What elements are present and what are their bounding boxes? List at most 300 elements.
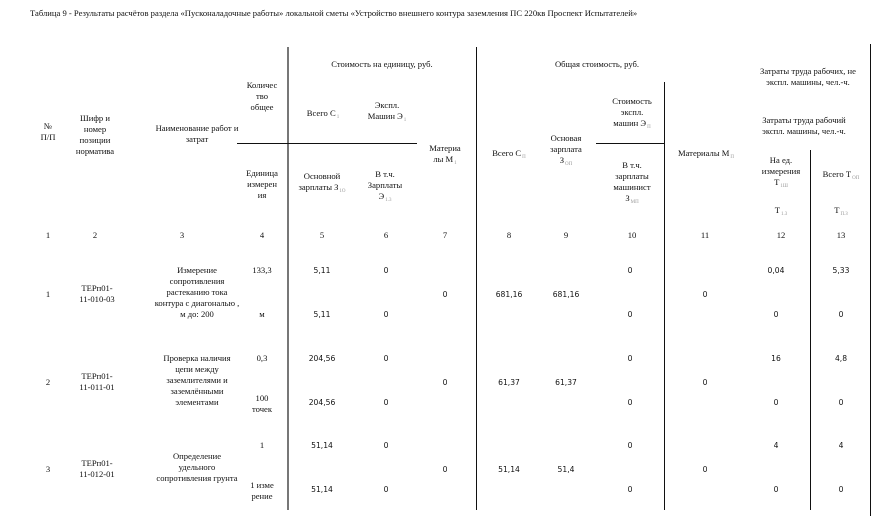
table-caption: Таблица 9 - Результаты расчётов раздела «Пусконаладочные работы» локальной сметы «Устройство внешнего контура заземления ПС 220кв Проспект Испытателей»: [30, 8, 638, 18]
cell-labor-total-top-text: 5,33: [832, 265, 850, 275]
cell-name-line: [137, 364, 257, 375]
cell-qty-text: 1: [259, 439, 265, 450]
cell-code-text: ТЕРп01-: [81, 283, 113, 293]
cell-unit-total-bottom-line: [297, 309, 347, 320]
cell-unit-machines-top: [371, 265, 401, 276]
cell-unit-text: рение: [251, 491, 273, 501]
column-number-line: [80, 230, 110, 241]
cell-unit-materials: [430, 289, 460, 300]
cell-total-all-text: 61,37: [498, 377, 520, 387]
cell-name-text: Определение: [172, 450, 222, 461]
cell-labor-total-bottom-text: 0: [838, 309, 844, 319]
cell-labor-unit-top-line: [756, 265, 796, 276]
cell-qty-text: 0,3: [256, 352, 268, 363]
cell-unit-machines-top-text: 0: [383, 265, 389, 275]
column-number-line: [690, 230, 720, 241]
column-number-text: 13: [836, 229, 846, 240]
column-number-line: [371, 230, 401, 241]
column-number-text: 1: [45, 229, 51, 240]
header-total-machine-salary-text: машинист: [613, 182, 651, 192]
cell-unit-total-top: [297, 353, 347, 364]
cell-no-text: 1: [45, 288, 51, 299]
cell-labor-unit-top-text: 4: [773, 440, 779, 450]
cell-labor-unit-top-line: [756, 440, 796, 451]
header-unit-text: Единица: [246, 167, 278, 178]
cell-unit-machines-bottom-line: [371, 309, 401, 320]
cell-unit-total-top: [297, 440, 347, 451]
cell-code-line: [52, 283, 142, 294]
divider-horizontal: [237, 143, 417, 144]
column-number-text: 3: [179, 229, 185, 240]
header-total-machine-salary-text: зарплаты: [615, 171, 649, 181]
cell-name-line: [137, 473, 257, 484]
header-total-all-subscript: П: [522, 154, 526, 160]
cell-unit-text: 100: [255, 393, 269, 403]
header-labor-group2-text: экспл. машины, чел.-ч.: [762, 126, 846, 136]
cell-name-text: Проверка наличия: [163, 352, 231, 363]
header-unit-machines-line: [342, 111, 432, 126]
cell-total-machines-top-line: [615, 440, 645, 451]
cell-unit-line: [242, 404, 282, 415]
cell-name-text: контура с диагональю ,: [154, 297, 240, 308]
cell-total-base-line: [541, 289, 591, 300]
header-total-group-text: Общая стоимость, руб.: [554, 58, 640, 69]
header-code-text: Шифр и: [80, 113, 110, 123]
cell-labor-total-bottom-line: [821, 309, 861, 320]
header-total-machine-salary: [587, 160, 677, 208]
header-qty-line: [217, 91, 307, 102]
cell-name-text: м до: 200: [180, 308, 214, 319]
cell-unit-total-bottom: [297, 309, 347, 320]
cell-labor-total-bottom-text: 0: [838, 484, 844, 494]
cell-name-line: [137, 353, 257, 364]
cell-name-line: [137, 397, 257, 408]
cell-no-text: 3: [45, 463, 51, 474]
header-total-materials-subscript: П: [730, 154, 735, 160]
header-total-machines: [587, 96, 677, 133]
header-labor-group2-line: [739, 115, 869, 126]
column-number-line: [617, 230, 647, 241]
cell-total-machines-bottom-line: [615, 397, 645, 408]
cell-total-machines-bottom-line: [615, 309, 645, 320]
column-number-text: 2: [92, 229, 98, 240]
cell-name-text: заземлителями и: [166, 374, 228, 385]
divider-vertical: [664, 82, 665, 510]
cell-total-base-text: 51,4: [557, 464, 575, 474]
header-no-text: П/П: [40, 132, 56, 142]
cell-total-materials-line: [690, 377, 720, 388]
cell-labor-total-bottom-line: [821, 484, 861, 495]
header-unit-machine-salary-text: В т.ч.: [375, 168, 395, 179]
cell-name-line: [137, 276, 257, 287]
cell-labor-total-bottom: [821, 484, 861, 495]
cell-unit-line: [242, 309, 282, 320]
column-number: [33, 230, 63, 241]
header-qty-text: тво: [255, 90, 269, 101]
cell-total-base: [541, 377, 591, 388]
header-code-text: норматива: [75, 146, 115, 156]
cell-total-materials: [690, 377, 720, 388]
header-total-materials-text: Материалы М: [677, 147, 730, 158]
header-labor-unit-subscript: 1Ш: [780, 183, 788, 189]
cell-name-line: [137, 309, 257, 320]
cell-total-machines-top: [615, 265, 645, 276]
cell-labor-unit-bottom-text: 0: [773, 309, 779, 319]
column-number-text: 6: [383, 229, 389, 240]
column-number-line: [826, 230, 856, 241]
cell-labor-total-top: [821, 353, 861, 364]
cell-name-line: [137, 287, 257, 298]
cell-labor-total-top-line: [821, 440, 861, 451]
cell-unit-total-top-text: 51,14: [311, 440, 333, 450]
header-unit-materials-text: лы М: [433, 154, 454, 164]
cell-unit-materials-line: [430, 289, 460, 300]
cell-total-all-line: [484, 464, 534, 475]
cell-unit-machines-bottom-text: 0: [383, 397, 389, 407]
column-number-text: 12: [776, 229, 786, 240]
cell-unit-total-top-line: [297, 353, 347, 364]
header-labor-unit-text: измерения: [761, 165, 801, 176]
header-total-base-salary-text: Основая: [550, 132, 582, 143]
cell-qty-text: 133,3: [252, 264, 272, 275]
column-number-text: 4: [259, 229, 265, 240]
cell-unit: [242, 480, 282, 502]
cell-code-line: [52, 469, 142, 480]
cell-name-text: сопротивления: [169, 275, 225, 286]
cell-labor-unit-bottom: [756, 484, 796, 495]
column-number: [307, 230, 337, 241]
cell-labor-unit-top: [756, 440, 796, 451]
cell-unit-total-top-text: 204,56: [308, 353, 336, 363]
cell-name-text: растеканию тока: [166, 286, 228, 297]
cell-total-base-line: [541, 464, 591, 475]
cell-qty-line: [242, 353, 282, 364]
header-unit-machine-salary-text: Э: [378, 190, 385, 201]
header-qty-text: общее: [250, 101, 274, 112]
cell-unit-total-bottom-text: 204,56: [308, 397, 336, 407]
cell-unit-line: [242, 491, 282, 502]
cell-labor-total-top: [821, 440, 861, 451]
cell-code-line: [52, 458, 142, 469]
cell-total-base-line: [541, 377, 591, 388]
column-number: [690, 230, 720, 241]
header-labor-unit-text: На ед.: [769, 154, 793, 165]
cell-total-machines-top-text: 0: [627, 265, 633, 275]
header-labor-group: [743, 66, 872, 88]
cell-unit-total-top-text: 5,11: [313, 265, 331, 275]
cell-total-machines-bottom: [615, 309, 645, 320]
cell-unit-total-top-line: [297, 265, 347, 276]
header-unit-machines-text: Машин Э: [367, 111, 403, 121]
header-labor-total: [812, 169, 870, 184]
cell-unit-total-bottom: [297, 484, 347, 495]
header-total-base-salary-subscript: ОП: [565, 161, 573, 167]
cell-total-machines-top: [615, 440, 645, 451]
cell-name-line: [137, 375, 257, 386]
header-unit-total-subscript: 1: [336, 114, 340, 120]
cell-labor-total-bottom: [821, 309, 861, 320]
header-labor-group-text: экспл. машины, чел.-ч.: [766, 77, 850, 87]
column-number-line: [33, 230, 63, 241]
divider-vertical: [870, 44, 871, 516]
cell-unit-materials-line: [430, 377, 460, 388]
header-labor-unit-t-subscript: 1.3: [781, 211, 788, 217]
column-number: [247, 230, 277, 241]
header-code-line: [50, 146, 140, 157]
cell-total-machines-top-line: [615, 265, 645, 276]
cell-no-text: 2: [45, 376, 51, 387]
cell-unit-total-bottom-text: 5,11: [313, 309, 331, 319]
cell-unit-materials-text: 0: [442, 464, 448, 474]
cell-unit-machines-bottom: [371, 397, 401, 408]
cell-code-line: [52, 382, 142, 393]
header-unit-machines-text: Экспл.: [374, 100, 400, 110]
cell-total-materials-line: [690, 289, 720, 300]
header-total-base-salary-line: [521, 133, 611, 144]
header-labor-total-t-text: Т: [834, 204, 840, 215]
header-total-machines-line: [587, 107, 677, 118]
header-qty-line: [217, 80, 307, 91]
cell-total-machines-top-line: [615, 353, 645, 364]
cell-labor-unit-bottom-line: [756, 397, 796, 408]
header-total-machine-salary-line: [587, 182, 677, 193]
header-labor-group-line: [743, 66, 872, 77]
header-unit-machine-salary-line: [340, 191, 430, 206]
cell-total-machines-bottom: [615, 397, 645, 408]
column-number-line: [430, 230, 460, 241]
column-number-line: [766, 230, 796, 241]
cell-labor-total-top-line: [821, 265, 861, 276]
header-total-machines-text: машин Э: [613, 117, 647, 128]
cell-unit-materials: [430, 464, 460, 475]
cell-total-machines-bottom-text: 0: [627, 309, 633, 319]
cell-name-text: элементами: [175, 396, 219, 407]
header-unit-materials-subscript: 1: [454, 161, 457, 166]
column-number-line: [494, 230, 524, 241]
cell-unit-materials-line: [430, 464, 460, 475]
cell-total-base: [541, 464, 591, 475]
cell-total-all: [484, 464, 534, 475]
header-labor-total-text: Всего Т: [822, 168, 852, 179]
header-name-text: Наименование работ и: [155, 123, 239, 133]
header-unit-materials-text: Материа: [429, 143, 461, 153]
column-number: [494, 230, 524, 241]
cell-labor-total-top-text: 4,8: [834, 353, 848, 363]
header-unit-total-text: Всего С: [306, 107, 336, 118]
cell-labor-total-bottom-line: [821, 397, 861, 408]
header-labor-total-t: [812, 205, 870, 220]
header-labor-total-t-line: [812, 205, 870, 220]
column-number: [617, 230, 647, 241]
cell-unit-total-bottom-line: [297, 484, 347, 495]
header-total-base-salary-text: З: [559, 154, 565, 165]
header-total-machines-line: [587, 118, 677, 133]
header-unit-machine-salary-line: [340, 180, 430, 191]
cell-name: [137, 451, 257, 484]
header-qty-text: Количес: [246, 79, 278, 90]
header-total-machine-salary-subscript: МП: [630, 200, 639, 205]
cell-labor-unit-bottom: [756, 309, 796, 320]
header-total-machine-salary-line: [587, 193, 677, 208]
header-labor-group2-line: [739, 126, 869, 137]
cell-unit-text: м: [259, 308, 265, 319]
cell-code-line: [52, 371, 142, 382]
header-total-machines-text: экспл.: [620, 106, 644, 117]
cell-name-text: цепи между: [175, 363, 219, 374]
cell-code: [52, 283, 142, 305]
cell-name-line: [137, 451, 257, 462]
cell-unit-text: точек: [251, 404, 273, 414]
column-number: [371, 230, 401, 241]
cell-unit-line: [242, 393, 282, 404]
cell-total-base: [541, 289, 591, 300]
cell-code-text: ТЕРп01-: [81, 371, 113, 381]
cell-total-materials-line: [690, 464, 720, 475]
header-name: [137, 123, 257, 145]
header-unit-base-salary-text: зарплаты З: [298, 182, 339, 192]
cell-labor-unit-top: [756, 265, 796, 276]
cell-name-line: [137, 386, 257, 397]
column-number-text: 5: [319, 229, 325, 240]
cell-total-all: [484, 377, 534, 388]
cell-total-materials-text: 0: [702, 377, 708, 387]
cell-labor-unit-top-text: 16: [771, 353, 781, 363]
column-number: [430, 230, 460, 241]
cell-unit-machines-bottom-text: 0: [383, 484, 389, 494]
cell-labor-unit-bottom-line: [756, 484, 796, 495]
cell-qty-line: [242, 440, 282, 451]
cell-code-text: ТЕРп01-: [81, 458, 113, 468]
cell-unit-machines-bottom-line: [371, 484, 401, 495]
header-labor-total-line: [812, 169, 870, 184]
cell-unit-machines-bottom: [371, 484, 401, 495]
header-code-text: номер: [83, 124, 107, 134]
cell-total-materials-text: 0: [702, 289, 708, 299]
header-labor-group-text: Затраты труда рабочих, не: [760, 66, 856, 76]
header-labor-total-t-subscript: П.З: [840, 211, 848, 217]
cell-unit-total-bottom-line: [297, 397, 347, 408]
header-code: [50, 113, 140, 157]
cell-code-text: 11-012-01: [79, 469, 115, 479]
header-total-machines-line: [587, 96, 677, 107]
cell-unit-machines-top: [371, 440, 401, 451]
cell-labor-total-top: [821, 265, 861, 276]
cell-labor-unit-bottom: [756, 397, 796, 408]
cell-total-materials-text: 0: [702, 464, 708, 474]
column-number: [826, 230, 856, 241]
header-total-group: [522, 59, 672, 70]
cell-unit-materials-text: 0: [442, 289, 448, 299]
header-name-line: [137, 123, 257, 134]
cell-qty: [242, 440, 282, 451]
column-number-line: [247, 230, 277, 241]
header-no-text: №: [43, 121, 53, 131]
column-number: [766, 230, 796, 241]
header-labor-group-line: [743, 77, 872, 88]
header-total-group-line: [522, 59, 672, 70]
cell-labor-total-bottom-text: 0: [838, 397, 844, 407]
header-unit-base-salary-subscript: 1О: [339, 189, 346, 194]
cell-labor-unit-top: [756, 353, 796, 364]
cell-name: [137, 265, 257, 320]
cell-labor-unit-bottom-text: 0: [773, 484, 779, 494]
header-total-machine-salary-text: З: [625, 193, 630, 203]
column-number: [167, 230, 197, 241]
cell-unit-machines-top-text: 0: [383, 353, 389, 363]
cell-unit: [242, 393, 282, 415]
header-labor-total-subscript: ОП: [852, 175, 860, 181]
cell-unit-materials-text: 0: [442, 377, 448, 387]
cell-unit-total-bottom-text: 51,14: [311, 484, 333, 494]
cell-total-machines-bottom-text: 0: [627, 397, 633, 407]
column-number-text: 9: [563, 229, 569, 240]
header-total-machines-subscript: П: [647, 124, 651, 130]
cell-unit: [242, 309, 282, 320]
header-total-machine-salary-line: [587, 171, 677, 182]
cell-unit-machines-top-line: [371, 353, 401, 364]
cell-total-machines-top: [615, 353, 645, 364]
header-total-machine-salary-text: В т.ч.: [622, 160, 642, 170]
cell-name-line: [137, 462, 257, 473]
header-code-line: [50, 124, 140, 135]
cell-name-text: заземлёнными: [170, 385, 224, 396]
header-labor-unit-line: [736, 155, 826, 166]
header-total-base-salary-text: зарплата: [550, 143, 582, 154]
cell-unit-machines-top-line: [371, 265, 401, 276]
cell-total-machines-top-text: 0: [627, 353, 633, 363]
cell-unit-total-top-line: [297, 440, 347, 451]
cell-unit-text: 1 изме: [250, 480, 274, 490]
column-number-text: 10: [627, 229, 637, 240]
header-unit-machine-salary-subscript: 1.3: [385, 197, 392, 203]
cell-unit-total-top: [297, 265, 347, 276]
column-number-line: [551, 230, 581, 241]
header-labor-group2-text: Затраты труда рабочий: [762, 115, 846, 125]
header-code-line: [50, 135, 140, 146]
cell-labor-unit-top-text: 0,04: [767, 265, 785, 275]
cell-qty-line: [242, 265, 282, 276]
divider-vertical: [476, 47, 477, 510]
cell-unit-machines-top-text: 0: [383, 440, 389, 450]
cell-total-machines-bottom-text: 0: [627, 484, 633, 494]
header-unit-text: ия: [257, 189, 267, 200]
column-number-line: [307, 230, 337, 241]
cell-total-all-text: 51,14: [498, 464, 520, 474]
cell-code-text: 11-010-03: [79, 294, 115, 304]
cell-total-machines-bottom: [615, 484, 645, 495]
cell-code: [52, 371, 142, 393]
header-unit-machines-line: [342, 100, 432, 111]
header-total-machines-text: Стоимость: [612, 95, 652, 106]
cell-total-materials: [690, 464, 720, 475]
header-unit-machine-salary-text: Зарплаты: [367, 179, 403, 190]
header-unit-machines: [342, 100, 432, 126]
header-total-all-text: Всего С: [492, 147, 522, 158]
header-total-base-salary-line: [521, 144, 611, 155]
header-labor-unit-text: Т: [774, 176, 780, 187]
column-number: [551, 230, 581, 241]
header-code-line: [50, 113, 140, 124]
header-labor-group2: [739, 115, 869, 137]
cell-name: [137, 353, 257, 408]
cell-total-materials: [690, 289, 720, 300]
cell-name-line: [137, 265, 257, 276]
cell-unit-materials: [430, 377, 460, 388]
cell-unit-total-bottom: [297, 397, 347, 408]
cell-name-text: удельного: [178, 461, 216, 472]
cell-qty: [242, 353, 282, 364]
cell-labor-unit-bottom-text: 0: [773, 397, 779, 407]
